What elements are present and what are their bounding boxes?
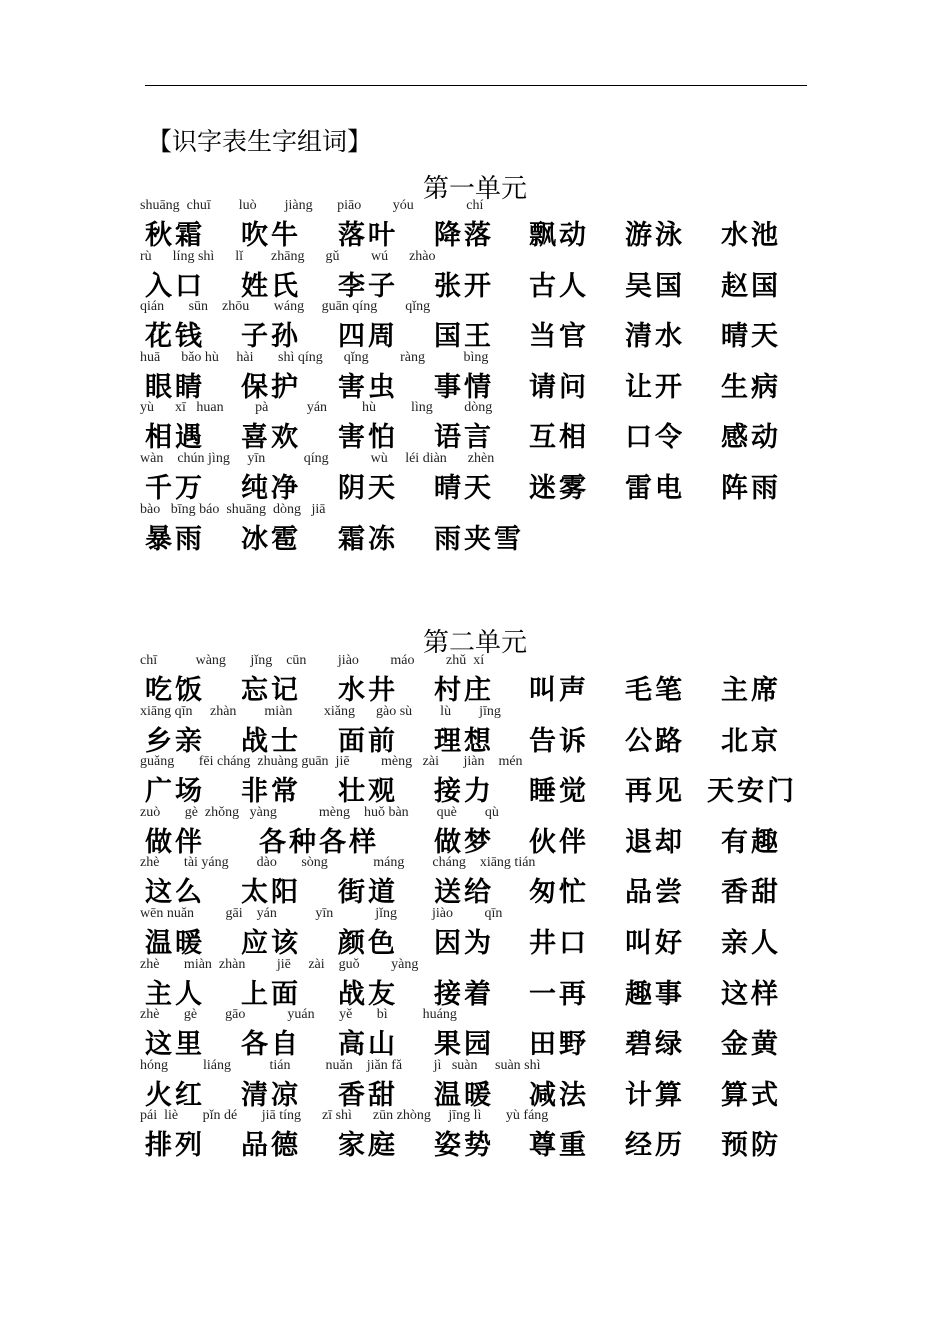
vocab-word: 北京	[721, 725, 781, 757]
vocab-word: 街道	[338, 877, 398, 909]
pinyin-line: wēn nuǎn gāi yán yīn jǐng jiào qīn	[140, 906, 503, 921]
vocab-word: 面前	[338, 725, 398, 757]
vocab-word: 乡亲	[145, 725, 205, 757]
vocab-word: 千万	[145, 472, 205, 504]
word-grid	[145, 674, 825, 1180]
vocab-word: 语言	[434, 422, 494, 454]
vocab-word: 这么	[145, 877, 205, 909]
vocab-word: 事情	[434, 371, 494, 403]
vocab-word: 做伴	[145, 826, 205, 858]
vocab-word: 害怕	[338, 422, 398, 454]
vocab-word: 毛笔	[625, 675, 685, 706]
word-row	[145, 826, 825, 877]
word-row	[145, 978, 825, 1029]
vocab-word: 子孙	[241, 321, 301, 353]
vocab-word: 张开	[434, 270, 494, 302]
word-grid	[145, 219, 825, 573]
vocab-word: 纯净	[241, 472, 301, 504]
pinyin-line: wàn chún jìng yīn qíng wù léi diàn zhèn	[140, 451, 495, 466]
vocab-word: 再见	[625, 776, 685, 808]
vocab-word: 主人	[145, 978, 205, 1010]
vocab-word: 阴天	[338, 472, 398, 504]
vocab-word: 太阳	[241, 877, 301, 909]
vocab-word: 高山	[338, 1029, 398, 1061]
vocab-word: 送给	[434, 877, 494, 909]
word-row	[145, 421, 825, 472]
vocab-word: 花钱	[145, 321, 205, 353]
vocab-word: 接力	[434, 776, 494, 808]
vocab-word: 清凉	[241, 1079, 301, 1111]
vocab-word: 吃饭	[145, 675, 205, 706]
pinyin-line: hóng liáng tián nuǎn jiǎn fǎ jì suàn suàn shì	[140, 1057, 541, 1073]
vocab-word: 尊重	[529, 1130, 589, 1162]
vocab-word: 睡觉	[529, 776, 589, 808]
word-row	[145, 725, 825, 776]
vocab-word: 喜欢	[241, 422, 301, 454]
vocab-word: 赵国	[721, 270, 781, 302]
vocab-word: 飘动	[529, 220, 589, 251]
vocab-word: 相遇	[145, 422, 205, 454]
pinyin-line: bào bīng báo shuāng dòng jiā	[140, 501, 326, 517]
unit-title: 第一单元	[422, 174, 527, 204]
unit-title: 第二单元	[422, 628, 527, 658]
vocab-word: 迷雾	[529, 472, 589, 504]
word-row	[145, 1028, 825, 1079]
vocab-word: 感动	[721, 422, 781, 454]
pinyin-line: guǎng fēi cháng zhuàng guān jiē mèng zài jiàn mén	[140, 754, 523, 770]
vocab-word: 经历	[625, 1130, 685, 1162]
vocab-word: 游泳	[625, 220, 685, 251]
vocab-word: 颜色	[338, 927, 398, 959]
vocab-word: 让开	[625, 371, 685, 403]
vocab-word: 主席	[721, 675, 781, 706]
word-row	[145, 674, 825, 725]
pinyin-line: zhè miàn zhàn jiē zài guǒ yàng	[140, 956, 419, 972]
word-row	[145, 1079, 825, 1130]
vocab-word: 降落	[434, 220, 494, 251]
pinyin-line: xiāng qīn zhàn miàn xiǎng gào sù lù jīng	[140, 703, 501, 719]
vocab-word: 吹牛	[241, 220, 301, 251]
vocab-word: 伙伴	[529, 826, 589, 858]
vocab-word: 退却	[625, 826, 685, 858]
vocab-word: 霜冻	[338, 523, 398, 555]
vocab-word: 忘记	[241, 675, 301, 706]
vocab-word: 战友	[338, 978, 398, 1010]
page-heading: 【识字表生字组词】	[147, 127, 373, 156]
vocab-word: 果园	[434, 1029, 494, 1061]
vocab-word: 壮观	[338, 776, 398, 808]
vocab-word: 这样	[721, 978, 781, 1010]
top-rule	[145, 85, 807, 86]
vocab-word: 叫好	[625, 927, 685, 959]
vocab-word: 保护	[241, 371, 301, 403]
vocab-word: 村庄	[434, 675, 494, 706]
vocab-word: 晴天	[721, 321, 781, 353]
vocab-word: 害虫	[338, 371, 398, 403]
vocab-word: 理想	[434, 725, 494, 757]
vocab-word: 落叶	[338, 220, 398, 251]
vocab-word: 当官	[529, 321, 589, 353]
vocab-word: 亲人	[721, 927, 781, 959]
pinyin-line: zhè tài yáng dào sòng máng cháng xiāng tián	[140, 855, 536, 871]
vocab-word: 田野	[529, 1029, 589, 1061]
word-row	[145, 775, 825, 826]
vocab-word: 姓氏	[241, 270, 301, 302]
vocab-word: 告诉	[529, 725, 589, 757]
vocab-word: 雨夹雪	[434, 523, 524, 555]
word-row	[145, 876, 825, 927]
vocab-word: 国王	[434, 321, 494, 353]
vocab-word: 这里	[145, 1029, 205, 1061]
vocab-word: 做梦	[434, 826, 494, 858]
vocab-word: 非常	[241, 776, 301, 808]
pinyin-line: pái liè pǐn dé jiā tíng zī shì zūn zhòng jīng lì yù fáng	[140, 1108, 549, 1124]
vocab-word: 品尝	[625, 877, 685, 909]
pinyin-line: qián sūn zhōu wáng guān qíng qǐng	[140, 299, 431, 315]
word-row	[145, 523, 825, 574]
pinyin-line: huā bǎo hù hài shì qíng qǐng ràng bìng	[140, 349, 489, 365]
vocab-word: 阵雨	[721, 472, 781, 504]
vocab-word: 各自	[241, 1029, 301, 1061]
vocab-word: 水井	[338, 675, 398, 706]
pinyin-line: shuāng chuī luò jiàng piāo yóu chí	[140, 198, 484, 213]
vocab-word: 趣事	[625, 978, 685, 1010]
vocab-word: 火红	[145, 1079, 205, 1111]
vocab-word: 一再	[529, 978, 589, 1010]
vocab-word: 天安门	[707, 776, 797, 808]
vocab-word: 预防	[721, 1130, 781, 1162]
vocab-word: 秋霜	[145, 220, 205, 251]
vocab-word: 冰雹	[241, 523, 301, 555]
vocab-word: 温暖	[434, 1079, 494, 1111]
vocab-word: 眼睛	[145, 371, 205, 403]
word-row	[145, 320, 825, 371]
vocab-word: 因为	[434, 927, 494, 959]
vocab-word: 井口	[529, 927, 589, 959]
vocab-word: 广场	[145, 776, 205, 808]
vocab-word: 排列	[145, 1130, 205, 1162]
vocab-word: 叫声	[529, 675, 589, 706]
pinyin-line: chī wàng jǐng cūn jiào máo zhǔ xí	[140, 653, 485, 668]
vocab-word: 接着	[434, 978, 494, 1010]
vocab-word: 碧绿	[625, 1029, 685, 1061]
word-row	[145, 1129, 825, 1180]
vocab-word: 公路	[625, 725, 685, 757]
vocab-word: 互相	[529, 422, 589, 454]
word-row	[145, 219, 825, 270]
vocab-word: 算式	[721, 1079, 781, 1111]
pinyin-line: zuò gè zhǒng yàng mèng huǒ bàn què qù	[140, 804, 499, 820]
vocab-word: 吴国	[625, 270, 685, 302]
vocab-word: 清水	[625, 321, 685, 353]
vocab-word: 暴雨	[145, 523, 205, 555]
vocab-word: 四周	[338, 321, 398, 353]
vocab-word: 晴天	[434, 472, 494, 504]
vocab-word: 战士	[241, 725, 301, 757]
word-row	[145, 927, 825, 978]
vocab-word: 李子	[338, 270, 398, 302]
vocab-word: 各种各样	[259, 826, 379, 858]
vocab-word: 古人	[529, 270, 589, 302]
vocab-word: 姿势	[434, 1130, 494, 1162]
vocab-word: 减法	[529, 1079, 589, 1111]
word-row	[145, 472, 825, 523]
vocab-word: 家庭	[338, 1130, 398, 1162]
vocab-word: 应该	[241, 927, 301, 959]
vocab-word: 计算	[625, 1079, 685, 1111]
vocab-word: 香甜	[721, 877, 781, 909]
vocab-word: 温暖	[145, 927, 205, 959]
vocab-word: 品德	[241, 1130, 301, 1162]
pinyin-line: yù xī huan pà yán hù lìng dòng	[140, 400, 493, 416]
pinyin-line: rù líng shì lǐ zhāng gǔ wú zhào	[140, 248, 436, 264]
vocab-word: 口令	[625, 422, 685, 454]
vocab-word: 入口	[145, 270, 205, 302]
word-row	[145, 270, 825, 321]
vocab-word: 金黄	[721, 1029, 781, 1061]
vocab-word: 有趣	[721, 826, 781, 858]
vocab-word: 水池	[721, 220, 781, 251]
vocab-word: 请问	[529, 371, 589, 403]
pinyin-line: zhè gè gāo yuán yě bì huáng	[140, 1007, 457, 1023]
vocab-word: 上面	[241, 978, 301, 1010]
word-row	[145, 371, 825, 422]
vocab-word: 匆忙	[529, 877, 589, 909]
vocab-word: 生病	[721, 371, 781, 403]
vocab-word: 香甜	[338, 1079, 398, 1111]
vocab-word: 雷电	[625, 472, 685, 504]
